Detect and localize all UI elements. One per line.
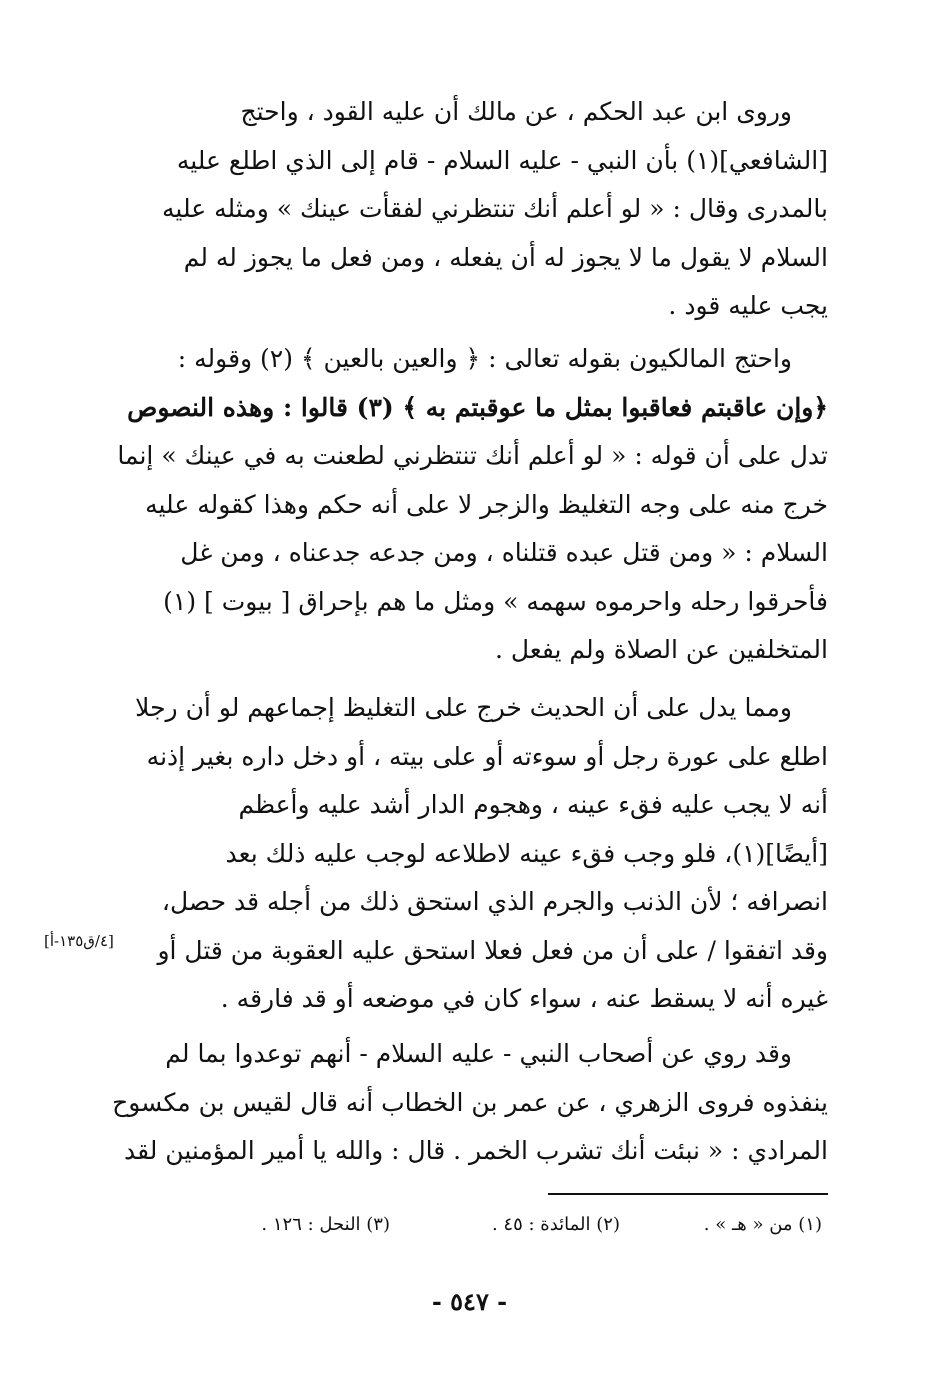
text-line: غيره أنه لا يسقط عنه ، سواء كان في موضعه أو قد فارقه . <box>220 984 828 1013</box>
footnote-separator <box>548 1193 828 1195</box>
paragraph-1-text <box>138 88 828 331</box>
text-line: السلام لا يقول ما لا يجوز له أن يفعله ، ومن فعل ما يجوز له لم <box>183 242 828 272</box>
text-line: يجب عليه قود . <box>668 291 828 320</box>
text-line: ينفذوه فروى الزهري ، عن عمر بن الخطاب أنه قال لقيس بن مكسوح <box>112 1087 828 1117</box>
text-line: [الشافعي](١) بأن النبي - عليه السلام - قام إلى الذي اطلع عليه <box>176 145 828 175</box>
text-line: فأحرقوا رحله واحرموه سهمه » ومثل ما هم بإحراق [ بيوت ] (١) <box>163 586 828 616</box>
page-number: - ٥٤٧ - <box>431 1287 508 1316</box>
footnote-2: (٢) المائدة : ٤٥ . <box>491 1214 620 1235</box>
text-line: اطلع على عورة رجل أو سوءته أو على بيته ، أو دخل داره بغير إذنه <box>146 741 828 771</box>
text-line: بالمدرى وقال : « لو أعلم أنك تنتظرني لفقأت عينك » ومثله عليه <box>162 194 828 223</box>
footnote-1: (١) من « هـ » . <box>703 1214 822 1235</box>
footnote-3: (٣) النحل : ١٢٦ . <box>261 1214 390 1235</box>
text-line: ومما يدل على أن الحديث خرج على التغليظ إجماعهم لو أن رجلا <box>135 693 792 722</box>
text-line: المرادي : « نبئت أنك تشرب الخمر . قال : والله يا أمير المؤمنين لقد <box>123 1136 828 1165</box>
paragraph-3-text <box>135 684 828 1024</box>
text-line: المتخلفين عن الصلاة ولم يفعل . <box>494 635 828 664</box>
paragraph-3 <box>135 684 828 1024</box>
text-line: [أيضًا](١)، فلو وجب فقء عينه لاطلاعه لوجب عليه ذلك بعد <box>225 838 828 868</box>
text-line: وقد روي عن أصحاب النبي - عليه السلام - أنهم توعدوا بما لم <box>165 1039 792 1068</box>
text-line: وقد اتفقوا / على أن من فعل فعلا استحق عليه العقوبة من قتل أو <box>157 935 828 965</box>
text-line: وروى ابن عبد الحكم ، عن مالك أن عليه القود ، واحتج <box>240 97 792 126</box>
text-line: ﴿وإن عاقبتم فعاقبوا بمثل ما عوقبتم به ﴾ (٣) قالوا : وهذه النصوص <box>127 392 828 422</box>
paragraph-4-text <box>112 1030 828 1176</box>
paragraph-2-text <box>117 335 828 675</box>
footnotes <box>180 1210 830 1240</box>
manuscript-folio-note: [٤/ق١٣٥-أ] <box>44 932 114 950</box>
text-line: انصرافه ؛ لأن الذنب والجرم الذي استحق ذلك من أجله قد حصل، <box>161 887 828 916</box>
paragraph-1 <box>138 88 828 331</box>
paragraph-2 <box>117 335 828 675</box>
text-line: أنه لا يجب عليه فقء عينه ، وهجوم الدار أشد عليه وأعظم <box>238 790 828 819</box>
text-line: خرج منه على وجه التغليظ والزجر لا على أنه حكم وهذا كقوله عليه <box>145 489 828 519</box>
text-line: السلام : « ومن قتل عبده قتلناه ، ومن جدعه جدعناه ، ومن غل <box>180 538 828 567</box>
text-line: واحتج المالكيون بقوله تعالى : ﴿ والعين بالعين ﴾ (٢) وقوله : <box>177 344 792 373</box>
paragraph-4 <box>112 1030 828 1176</box>
text-line: تدل على أن قوله : « لو أعلم أنك تنتظرني لطعنت به في عينك » إنما <box>117 441 828 470</box>
